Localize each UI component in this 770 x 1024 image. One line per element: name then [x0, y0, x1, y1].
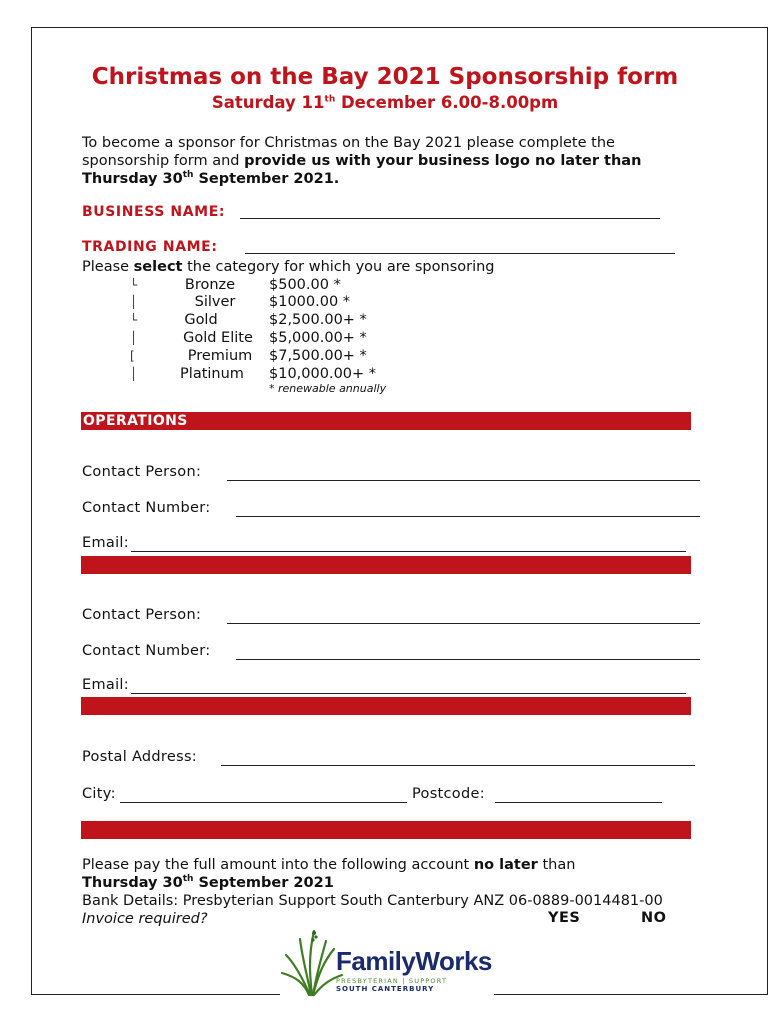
category-option-gold[interactable]: └ Gold $2,500.00+ *: [130, 312, 367, 328]
bronze-checkbox[interactable]: └: [130, 278, 138, 292]
category-option-gold-elite[interactable]: │ Gold Elite $5,000.00+ *: [130, 330, 367, 346]
contact-number-label: Contact Number:: [82, 500, 211, 516]
trading-name-label: TRADING NAME:: [82, 239, 218, 255]
gold-checkbox[interactable]: └: [130, 313, 138, 327]
operations-heading: OPERATIONS: [83, 413, 188, 429]
premium-checkbox[interactable]: [: [130, 349, 135, 363]
category-option-bronze[interactable]: └ Bronze $500.00 *: [130, 277, 341, 293]
email-label: Email:: [82, 535, 129, 551]
event-date-subtitle: Saturday 11th December 6.00-8.00pm: [211, 93, 559, 112]
section-divider-bar-1: [81, 556, 691, 574]
category-prompt: Please select the category for which you are sponsoring: [82, 259, 495, 275]
payment-line-1: Please pay the full amount into the following account no later than: [82, 857, 576, 873]
postal-address-label: Postal Address:: [82, 749, 197, 765]
intro-line-2: sponsorship form and provide us with your business logo no later than: [82, 153, 642, 169]
email-2-label: Email:: [82, 677, 129, 693]
silver-checkbox[interactable]: │: [130, 295, 138, 309]
platinum-checkbox[interactable]: │: [130, 367, 138, 381]
trading-name-field[interactable]: [245, 253, 675, 254]
city-field[interactable]: [120, 802, 407, 803]
intro-line-3: Thursday 30th September 2021.: [82, 170, 340, 187]
form-title: Christmas on the Bay 2021 Sponsorship form: [91, 64, 679, 90]
contact-number-2-label: Contact Number:: [82, 643, 211, 659]
section-divider-bar-3: [81, 821, 691, 839]
bank-details: Bank Details: Presbyterian Support South Canterbury ANZ 06-0889-0014481-00: [82, 893, 663, 909]
contact-person-2-field[interactable]: [227, 623, 700, 624]
section-divider-bar-2: [81, 697, 691, 715]
contact-person-label: Contact Person:: [82, 464, 202, 480]
intro-line-1: To become a sponsor for Christmas on the Bay 2021 please complete the: [82, 135, 615, 151]
invoice-yes-option[interactable]: YES: [548, 910, 581, 926]
business-name-field[interactable]: [240, 218, 660, 219]
contact-number-2-field[interactable]: [236, 659, 700, 660]
postcode-label: Postcode:: [412, 786, 485, 802]
contact-number-field[interactable]: [236, 516, 700, 517]
postcode-field[interactable]: [495, 802, 662, 803]
intro-text: [82, 134, 641, 188]
payment-deadline: Thursday 30th September 2021: [82, 874, 334, 891]
familyworks-logo: [280, 927, 494, 997]
logo-brand-text: FamilyWorks: [336, 946, 492, 976]
logo-tagline-2: SOUTH CANTERBURY: [336, 985, 435, 993]
category-option-platinum[interactable]: │ Platinum $10,000.00+ *: [130, 366, 377, 382]
category-option-premium[interactable]: [ Premium $7,500.00+ *: [130, 348, 367, 364]
invoice-no-option[interactable]: NO: [641, 910, 667, 926]
business-name-label: BUSINESS NAME:: [82, 204, 226, 220]
invoice-required-label: Invoice required?: [82, 911, 208, 927]
logo-tagline-1: PRESBYTERIAN | SUPPORT: [336, 977, 448, 985]
category-option-silver[interactable]: │ Silver $1000.00 *: [130, 294, 351, 310]
operations-header-bar: [81, 412, 691, 430]
city-label: City:: [82, 786, 116, 802]
email-field[interactable]: [131, 551, 686, 552]
renewable-note: * renewable annually: [269, 382, 387, 395]
contact-person-2-label: Contact Person:: [82, 607, 202, 623]
gold-elite-checkbox[interactable]: │: [130, 331, 138, 345]
email-2-field[interactable]: [131, 693, 686, 694]
contact-person-field[interactable]: [227, 480, 700, 481]
postal-address-field[interactable]: [221, 765, 695, 766]
